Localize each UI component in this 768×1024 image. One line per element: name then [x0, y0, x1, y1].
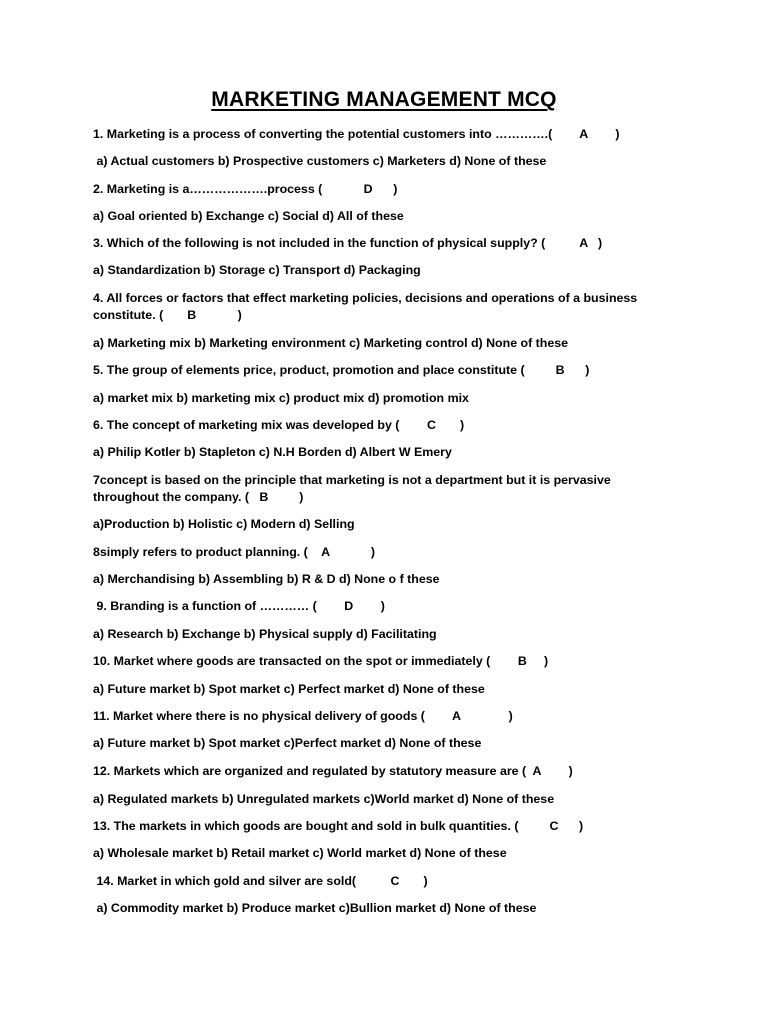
- options-9: a) Research b) Exchange b) Physical supply d) Facilitating: [93, 627, 437, 641]
- options-7: a)Production b) Holistic c) Modern d) Selling: [93, 517, 355, 531]
- document-title: MARKETING MANAGEMENT MCQ: [211, 88, 557, 111]
- question-3: 3. Which of the following is not included in the function of physical supply? ( A ): [93, 236, 603, 250]
- options-8: a) Merchandising b) Assembling b) R & D d) None o f these: [93, 572, 440, 586]
- options-5: a) market mix b) marketing mix c) product mix d) promotion mix: [93, 391, 469, 405]
- question-2: 2. Marketing is a……………….process ( D ): [93, 182, 398, 196]
- question-10: 10. Market where goods are transacted on the spot or immediately ( B ): [93, 654, 549, 668]
- question-1: 1. Marketing is a process of converting the potential customers into ………….( A ): [93, 127, 620, 141]
- question-4-line-2: constitute. ( B ): [93, 308, 242, 322]
- question-7-line-2: throughout the company. ( B ): [93, 490, 304, 504]
- options-13: a) Wholesale market b) Retail market c) World market d) None of these: [93, 846, 507, 860]
- options-2: a) Goal oriented b) Exchange c) Social d) All of these: [93, 209, 404, 223]
- question-8: 8simply refers to product planning. ( A ): [93, 545, 376, 559]
- question-14: 14. Market in which gold and silver are sold( C ): [93, 874, 428, 888]
- options-10: a) Future market b) Spot market c) Perfect market d) None of these: [93, 682, 485, 696]
- question-6: 6. The concept of marketing mix was developed by ( C ): [93, 418, 465, 432]
- options-11: a) Future market b) Spot market c)Perfect market d) None of these: [93, 736, 482, 750]
- options-14: a) Commodity market b) Produce market c)Bullion market d) None of these: [93, 901, 537, 915]
- options-3: a) Standardization b) Storage c) Transport d) Packaging: [93, 263, 421, 277]
- question-12: 12. Markets which are organized and regulated by statutory measure are ( A ): [93, 764, 573, 778]
- options-1: a) Actual customers b) Prospective customers c) Marketers d) None of these: [93, 154, 547, 168]
- question-13: 13. The markets in which goods are bought and sold in bulk quantities. ( C ): [93, 819, 584, 833]
- question-11: 11. Market where there is no physical delivery of goods ( A ): [93, 709, 513, 723]
- options-4: a) Marketing mix b) Marketing environment c) Marketing control d) None of these: [93, 336, 569, 350]
- question-7-line-1: 7concept is based on the principle that marketing is not a department but it is pervasive: [93, 473, 611, 487]
- question-5: 5. The group of elements price, product, promotion and place constitute ( B ): [93, 363, 590, 377]
- question-4-line-1: 4. All forces or factors that effect marketing policies, decisions and operations of a business: [93, 291, 638, 305]
- options-6: a) Philip Kotler b) Stapleton c) N.H Borden d) Albert W Emery: [93, 445, 452, 459]
- options-12: a) Regulated markets b) Unregulated markets c)World market d) None of these: [93, 792, 555, 806]
- question-9: 9. Branding is a function of ………… ( D ): [93, 599, 385, 613]
